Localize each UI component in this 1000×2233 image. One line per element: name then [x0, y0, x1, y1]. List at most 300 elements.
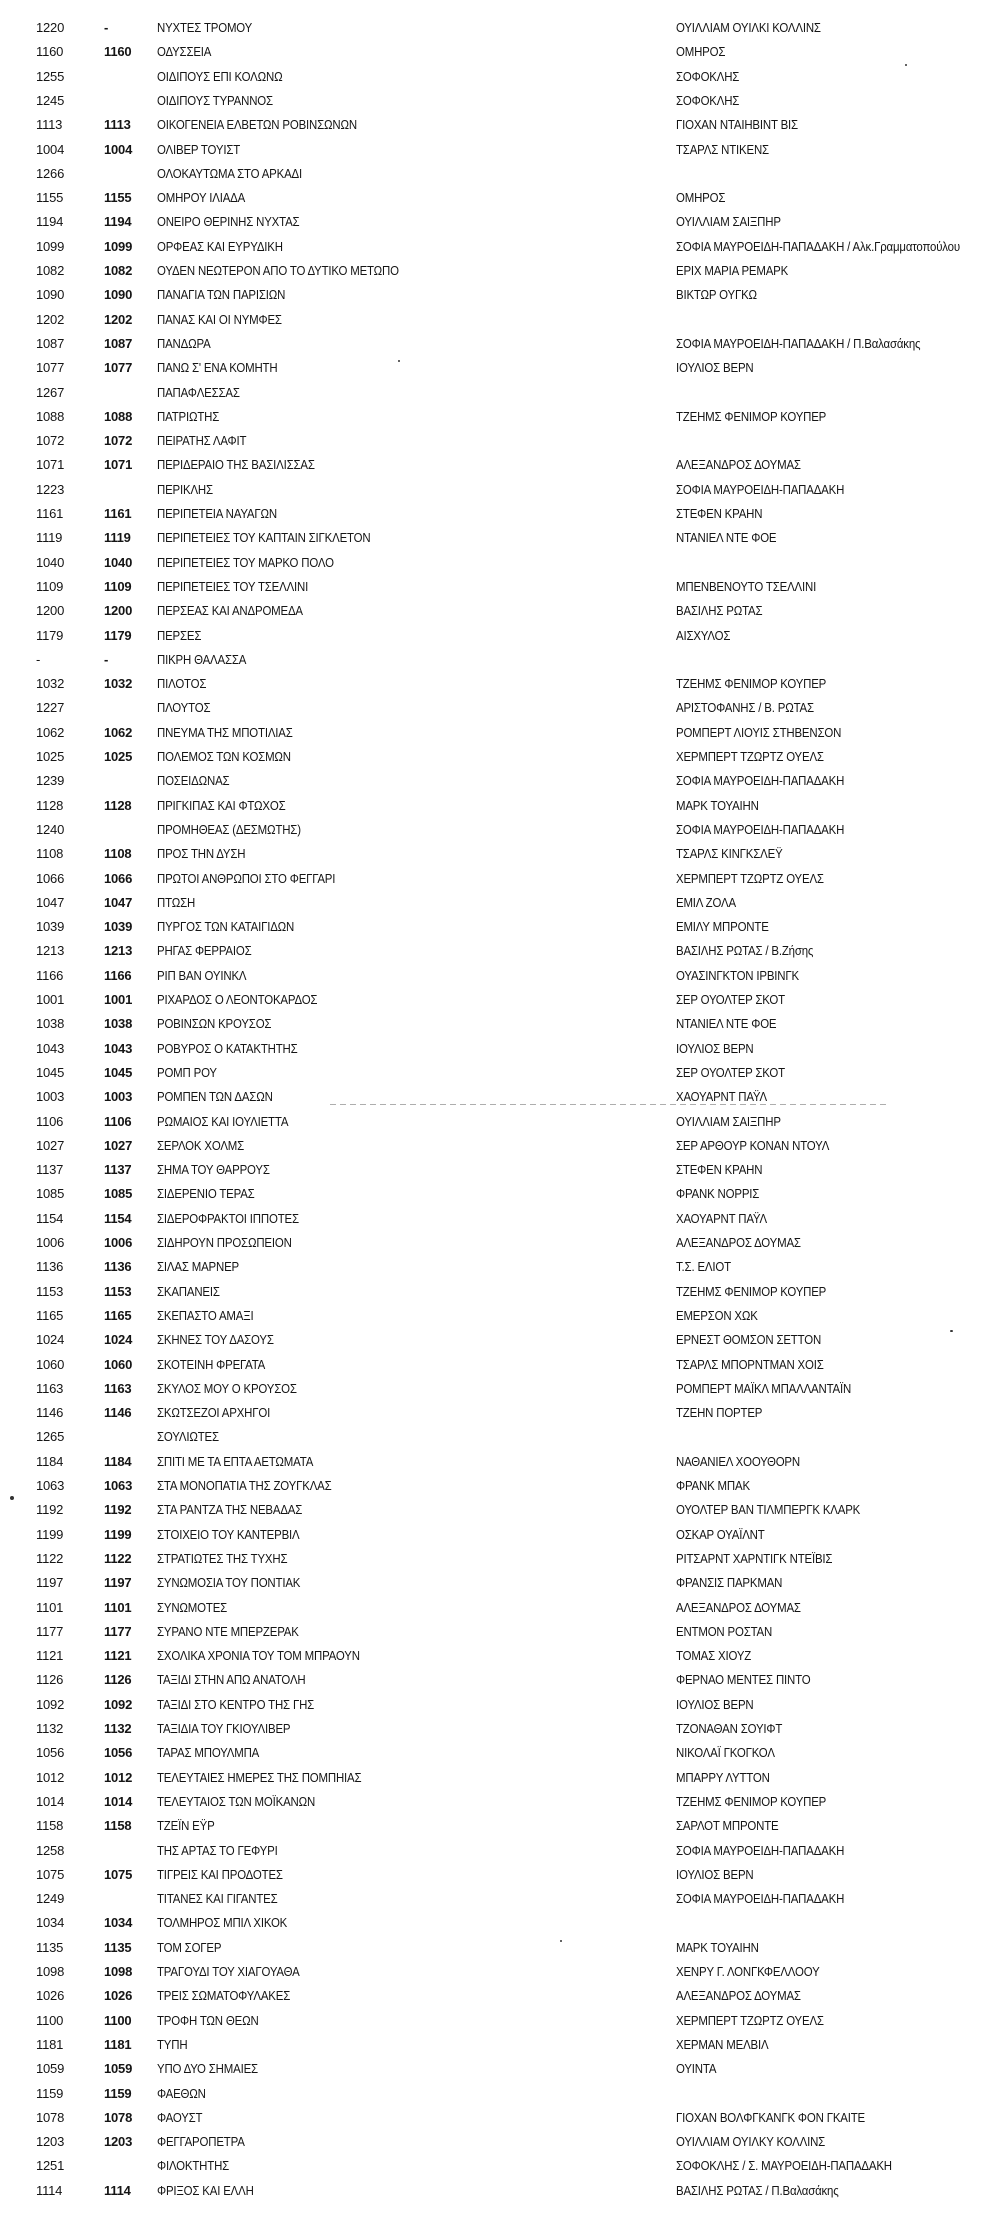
catalog-id: 1040 [36, 554, 65, 570]
catalog-row [0, 795, 1000, 817]
catalog-code: 1135 [104, 1939, 132, 1955]
catalog-id: 1199 [36, 1526, 64, 1542]
catalog-id: 1197 [36, 1575, 64, 1591]
book-author: ΕΜΙΛ ΖΟΛΑ [676, 894, 736, 910]
catalog-row [0, 1791, 1000, 1813]
catalog-row [0, 430, 1000, 452]
catalog-id: 1087 [36, 335, 65, 351]
catalog-id: 1114 [36, 2182, 63, 2198]
book-title: ΠΕΡΙΚΛΗΣ [157, 481, 213, 497]
catalog-code: 1122 [104, 1550, 132, 1566]
catalog-row [0, 843, 1000, 865]
book-author: ΒΙΚΤΩΡ ΟΥΓΚΩ [676, 287, 757, 303]
book-author: ΟΥΑΣΙΝΓΚΤΟΝ ΙΡΒΙΝΓΚ [676, 967, 799, 983]
catalog-id: 1047 [36, 894, 65, 910]
catalog-id: 1106 [36, 1113, 64, 1129]
catalog-row [0, 1038, 1000, 1060]
book-title: ΠΟΣΕΙΔΩΝΑΣ [157, 773, 230, 789]
catalog-id: 1177 [36, 1623, 64, 1639]
book-author: ΙΟΥΛΙΟΣ ΒΕΡΝ [676, 1866, 754, 1882]
book-title: ΠΟΛΕΜΟΣ ΤΩΝ ΚΟΣΜΩΝ [157, 749, 291, 764]
book-title: ΥΠΟ ΔΥΟ ΣΗΜΑΙΕΣ [157, 2061, 258, 2077]
book-author: ΤΣΑΡΛΣ ΜΠΟΡΝΤΜΑΝ ΧΟΙΣ [676, 1356, 824, 1372]
catalog-row [0, 1451, 1000, 1473]
catalog-id: 1001 [36, 992, 65, 1007]
book-title: ΟΡΦΕΑΣ ΚΑΙ ΕΥΡΥΔΙΚΗ [157, 238, 283, 254]
book-title: ΠΥΡΓΟΣ ΤΩΝ ΚΑΤΑΙΓΙΔΩΝ [157, 919, 295, 935]
book-title: ΤΡΕΙΣ ΣΩΜΑΤΟΦΥΛΑΚΕΣ [157, 1988, 291, 2004]
book-author: ΣΟΦΟΚΛΗΣ / Σ. ΜΑΥΡΟΕΙΔΗ-ΠΑΠΑΔΑΚΗ [676, 2158, 892, 2174]
catalog-id: 1006 [36, 1235, 65, 1250]
catalog-row [0, 625, 1000, 647]
catalog-id: 1119 [36, 530, 63, 546]
book-author: ΜΠΕΝΒΕΝΟΥΤΟ ΤΣΕΛΛΙΝΙ [676, 578, 817, 594]
catalog-row [0, 1912, 1000, 1934]
catalog-id: 1240 [36, 821, 65, 837]
book-title: ΣΚΗΝΕΣ ΤΟΥ ΔΑΣΟΥΣ [157, 1332, 274, 1348]
book-title: ΡΗΓΑΣ ΦΕΡΡΑΙΟΣ [157, 943, 252, 959]
catalog-row [0, 600, 1000, 622]
catalog-row [0, 211, 1000, 233]
book-author: ΟΥΙΛΛΙΑΜ ΟΥΙΛΚΥ ΚΟΛΛΙΝΣ [676, 2134, 826, 2150]
catalog-row [0, 1208, 1000, 1230]
catalog-row [0, 1013, 1000, 1035]
catalog-row [0, 1621, 1000, 1643]
catalog-row [0, 1718, 1000, 1740]
catalog-row [0, 260, 1000, 282]
catalog-id: 1003 [36, 1089, 65, 1105]
catalog-row [0, 576, 1000, 598]
book-title: ΟΥΔΕΝ ΝΕΩΤΕΡΟΝ ΑΠΟ ΤΟ ΔΥΤΙΚΟ ΜΕΤΩΠΟ [157, 263, 399, 278]
catalog-row [0, 940, 1000, 962]
catalog-code: 1098 [104, 1964, 133, 1979]
catalog-row [0, 2034, 1000, 2056]
catalog-row [0, 697, 1000, 719]
book-author: ΝΙΚΟΛΑΪ ΓΚΟΓΚΟΛ [676, 1745, 775, 1761]
catalog-row [0, 1281, 1000, 1303]
catalog-row [0, 1985, 1000, 2007]
catalog-code: 1092 [104, 1696, 133, 1712]
book-author: ΧΕΝΡΥ Γ. ΛΟΝΓΚΦΕΛΛΟΟΥ [676, 1964, 820, 1979]
catalog-code: 1003 [104, 1089, 133, 1105]
book-author: ΓΙΟΧΑΝ ΒΟΛΦΓΚΑΝΓΚ ΦΟΝ ΓΚΑΙΤΕ [676, 2109, 866, 2125]
catalog-code: 1026 [104, 1988, 133, 2004]
catalog-id: 1258 [36, 1842, 65, 1858]
book-title: ΣΚΟΤΕΙΝΗ ΦΡΕΓΑΤΑ [157, 1356, 266, 1372]
book-author: ΧΑΟΥΑΡΝΤ ΠΑΫΛ [676, 1210, 767, 1226]
catalog-row [0, 2155, 1000, 2177]
catalog-code: 1012 [104, 1769, 133, 1785]
book-author: ΣΟΦΙΑ ΜΑΥΡΟΕΙΔΗ-ΠΑΠΑΔΑΚΗ [676, 821, 845, 837]
catalog-code: 1062 [104, 724, 133, 740]
catalog-code: 1024 [104, 1332, 133, 1348]
catalog-id: 1223 [36, 481, 65, 497]
catalog-id: 1163 [36, 1380, 64, 1396]
book-author: ΤΖΕΗΝ ΠΟΡΤΕΡ [676, 1405, 763, 1421]
book-author: ΟΜΗΡΟΣ [676, 44, 726, 60]
catalog-code: 1106 [104, 1113, 132, 1129]
catalog-row [0, 819, 1000, 841]
catalog-row [0, 1767, 1000, 1789]
catalog-row [0, 1694, 1000, 1716]
catalog-code: 1158 [104, 1818, 132, 1834]
book-author: ΣΟΦΙΑ ΜΑΥΡΟΕΙΔΗ-ΠΑΠΑΔΑΚΗ / Π.Βαλασάκης [676, 335, 921, 351]
catalog-code: 1197 [104, 1575, 132, 1591]
catalog-code: 1200 [104, 603, 133, 619]
catalog-code: 1126 [104, 1672, 132, 1688]
catalog-row [0, 1572, 1000, 1594]
catalog-id: 1166 [36, 967, 64, 983]
catalog-code: 1090 [104, 287, 133, 303]
catalog-row [0, 163, 1000, 185]
catalog-id: 1158 [36, 1818, 64, 1834]
catalog-code: 1192 [104, 1502, 132, 1518]
catalog-row [0, 479, 1000, 501]
catalog-row [0, 406, 1000, 428]
catalog-row [0, 284, 1000, 306]
book-title: ΠΕΡΣΕΑΣ ΚΑΙ ΑΝΔΡΟΜΕΔΑ [157, 603, 303, 619]
catalog-row [0, 2058, 1000, 2080]
book-title: ΦΕΓΓΑΡΟΠΕΤΡΑ [157, 2134, 245, 2150]
catalog-code: 1082 [104, 263, 133, 278]
catalog-row [0, 1669, 1000, 1691]
book-author: ΟΜΗΡΟΣ [676, 190, 726, 206]
catalog-row [0, 1305, 1000, 1327]
catalog-code: 1194 [104, 214, 132, 230]
catalog-row [0, 1378, 1000, 1400]
catalog-row [0, 1183, 1000, 1205]
book-author: ΜΑΡΚ ΤΟΥΑΙΗΝ [676, 1939, 759, 1955]
catalog-row [0, 2131, 1000, 2153]
book-title: ΠΕΡΙΠΕΤΕΙΑ ΝΑΥΑΓΩΝ [157, 506, 277, 521]
book-title: ΠΡΙΓΚΙΠΑΣ ΚΑΙ ΦΤΩΧΟΣ [157, 797, 286, 813]
book-title: ΡΙΠ ΒΑΝ ΟΥΙΝΚΛ [157, 967, 247, 983]
book-title: ΦΑΕΘΩΝ [157, 2085, 206, 2101]
catalog-code: 1040 [104, 554, 133, 570]
catalog-id: - [36, 651, 41, 667]
catalog-id: 1038 [36, 1016, 65, 1032]
catalog-code: 1014 [104, 1793, 133, 1809]
book-title: ΟΙΔΙΠΟΥΣ ΕΠΙ ΚΟΛΩΝΩ [157, 68, 283, 84]
book-title: ΠΝΕΥΜΑ ΤΗΣ ΜΠΟΤΙΛΙΑΣ [157, 724, 293, 740]
catalog-code: 1155 [104, 190, 132, 206]
book-author: ΧΕΡΜΠΕΡΤ ΤΖΩΡΤΖ ΟΥΕΛΣ [676, 2012, 824, 2028]
catalog-id: 1220 [36, 20, 65, 35]
catalog-row [0, 1111, 1000, 1133]
book-author: ΙΟΥΛΙΟΣ ΒΕΡΝ [676, 1040, 754, 1056]
book-author: ΟΥΟΛΤΕΡ ΒΑΝ ΤΙΛΜΠΕΡΓΚ ΚΛΑΡΚ [676, 1502, 861, 1518]
catalog-code: 1199 [104, 1526, 132, 1542]
book-title: ΠΡΟΜΗΘΕΑΣ (ΔΕΣΜΩΤΗΣ) [157, 821, 301, 837]
book-title: ΡΟΒΥΡΟΣ Ο ΚΑΤΑΚΤΗΤΗΣ [157, 1040, 298, 1056]
book-title: ΤΕΛΕΥΤΑΙΕΣ ΗΜΕΡΕΣ ΤΗΣ ΠΟΜΠΗΙΑΣ [157, 1769, 362, 1785]
catalog-code: 1153 [104, 1283, 132, 1299]
book-author: ΤΖΕΗΜΣ ΦΕΝΙΜΟΡ ΚΟΥΠΕΡ [676, 408, 827, 424]
book-title: ΣΙΔΕΡΕΝΙΟ ΤΕΡΑΣ [157, 1186, 255, 1202]
book-author: ΒΑΣΙΛΗΣ ΡΩΤΑΣ / Π.Βαλασάκης [676, 2182, 839, 2198]
catalog-id: 1026 [36, 1988, 65, 2004]
book-title: ΣΥΝΩΜΟΤΕΣ [157, 1599, 228, 1615]
book-title: ΠΡΩΤΟΙ ΑΝΘΡΩΠΟΙ ΣΤΟ ΦΕΓΓΑΡΙ [157, 870, 336, 886]
catalog-row [0, 965, 1000, 987]
book-author: ΤΖΕΗΜΣ ΦΕΝΙΜΟΡ ΚΟΥΠΕΡ [676, 1283, 827, 1299]
book-author: ΒΑΣΙΛΗΣ ΡΩΤΑΣ [676, 603, 763, 619]
catalog-id: 1121 [36, 1648, 64, 1664]
book-title: ΣΚΩΤΣΕΖΟΙ ΑΡΧΗΓΟΙ [157, 1405, 271, 1421]
book-title: ΣΗΜΑ ΤΟΥ ΘΑΡΡΟΥΣ [157, 1162, 270, 1178]
catalog-row [0, 1426, 1000, 1448]
book-author: ΣΟΦΙΑ ΜΑΥΡΟΕΙΔΗ-ΠΑΠΑΔΑΚΗ [676, 1891, 845, 1907]
catalog-row [0, 17, 1000, 39]
catalog-id: 1137 [36, 1162, 64, 1178]
catalog-code: - [104, 20, 109, 35]
book-author: ΑΛΕΞΑΝΔΡΟΣ ΔΟΥΜΑΣ [676, 1235, 801, 1250]
catalog-code: 1066 [104, 870, 133, 886]
catalog-id: 1039 [36, 919, 65, 935]
catalog-row [0, 1159, 1000, 1181]
catalog-code: 1085 [104, 1186, 133, 1202]
catalog-row [0, 2107, 1000, 2129]
catalog-row [0, 1961, 1000, 1983]
book-author: ΟΣΚΑΡ ΟΥΑΪΛΝΤ [676, 1526, 765, 1542]
catalog-code: 1132 [104, 1721, 132, 1736]
book-author: ΕΜΙΛΥ ΜΠΡΟΝΤΕ [676, 919, 769, 935]
catalog-row [0, 1402, 1000, 1424]
catalog-code: 1060 [104, 1356, 133, 1372]
catalog-id: 1032 [36, 676, 65, 692]
catalog-code: 1032 [104, 676, 133, 692]
book-author: ΕΡΝΕΣΤ ΘΟΜΣΟΝ ΣΕΤΤΟΝ [676, 1332, 822, 1348]
catalog-code: 1146 [104, 1405, 132, 1421]
book-author: ΤΣΑΡΛΣ ΝΤΙΚΕΝΣ [676, 141, 769, 157]
book-author: ΟΥΙΛΛΙΑΜ ΣΑΙΞΠΗΡ [676, 214, 781, 230]
catalog-row [0, 66, 1000, 88]
catalog-row [0, 649, 1000, 671]
catalog-id: 1092 [36, 1696, 65, 1712]
book-title: ΤΑΞΙΔΙ ΣΤΗΝ ΑΠΩ ΑΝΑΤΟΛΗ [157, 1672, 306, 1688]
book-author: ΟΥΙΛΛΙΑΜ ΣΑΙΞΠΗΡ [676, 1113, 781, 1129]
catalog-id: 1155 [36, 190, 64, 206]
book-title: ΠΑΝΩ Σ' ΕΝΑ ΚΟΜΗΤΗ [157, 360, 278, 376]
book-title: ΠΕΡΙΠΕΤΕΙΕΣ ΤΟΥ ΤΣΕΛΛΙΝΙ [157, 578, 309, 594]
catalog-row [0, 1135, 1000, 1157]
catalog-id: 1109 [36, 578, 64, 594]
book-title: ΠΛΟΥΤΟΣ [157, 700, 211, 716]
catalog-code: 1136 [104, 1259, 132, 1275]
book-author: ΣΟΦΙΑ ΜΑΥΡΟΕΙΔΗ-ΠΑΠΑΔΑΚΗ [676, 773, 845, 789]
catalog-id: 1060 [36, 1356, 65, 1372]
book-title: ΡΟΜΠΕΝ ΤΩΝ ΔΑΣΩΝ [157, 1089, 273, 1105]
catalog-code: 1128 [104, 797, 132, 813]
book-author: ΑΙΣΧΥΛΟΣ [676, 627, 731, 643]
book-title: ΠΑΤΡΙΩΤΗΣ [157, 408, 220, 424]
catalog-id: 1128 [36, 797, 64, 813]
book-author: ΒΑΣΙΛΗΣ ΡΩΤΑΣ / Β.Ζήσης [676, 943, 814, 959]
catalog-code: 1001 [104, 992, 133, 1007]
catalog-id: 1265 [36, 1429, 65, 1445]
catalog-id: 1245 [36, 92, 65, 108]
book-title: ΣΥΝΩΜΟΣΙΑ ΤΟΥ ΠΟΝΤΙΑΚ [157, 1575, 301, 1591]
book-title: ΤΑΞΙΔΙΑ ΤΟΥ ΓΚΙΟΥΛΙΒΕΡ [157, 1721, 291, 1736]
catalog-row [0, 1597, 1000, 1619]
catalog-code: 1034 [104, 1915, 133, 1931]
book-author: ΣΑΡΛΟΤ ΜΠΡΟΝΤΕ [676, 1818, 779, 1834]
book-author: ΣΕΡ ΑΡΘΟΥΡ ΚΟΝΑΝ ΝΤΟΥΛ [676, 1137, 830, 1153]
catalog-row [0, 2180, 1000, 2202]
catalog-id: 1136 [36, 1259, 64, 1275]
book-title: ΣΙΔΗΡΟΥΝ ΠΡΟΣΩΠΕΙΟΝ [157, 1235, 292, 1250]
book-author: ΡΟΜΠΕΡΤ ΛΙΟΥΙΣ ΣΤΗΒΕΝΣΟΝ [676, 724, 842, 740]
catalog-code: 1004 [104, 141, 133, 157]
book-author: ΑΡΙΣΤΟΦΑΝΗΣ / Β. ΡΩΤΑΣ [676, 700, 814, 716]
catalog-id: 1014 [36, 1793, 65, 1809]
catalog-id: 1071 [36, 457, 65, 473]
catalog-code: 1184 [104, 1453, 132, 1469]
catalog-row [0, 2010, 1000, 2032]
catalog-id: 1066 [36, 870, 65, 886]
catalog-row [0, 527, 1000, 549]
catalog-row [0, 1840, 1000, 1862]
book-author: ΤΖΕΗΜΣ ΦΕΝΙΜΟΡ ΚΟΥΠΕΡ [676, 1793, 827, 1809]
book-title: ΠΕΡΙΔΕΡΑΙΟ ΤΗΣ ΒΑΣΙΛΙΣΣΑΣ [157, 457, 315, 473]
book-title: ΣΤΟΙΧΕΙΟ ΤΟΥ ΚΑΝΤΕΡΒΙΛ [157, 1526, 300, 1542]
catalog-code: 1047 [104, 894, 133, 910]
catalog-code: 1072 [104, 433, 133, 449]
book-title: ΤΕΛΕΥΤΑΙΟΣ ΤΩΝ ΜΟΪΚΑΝΩΝ [157, 1793, 316, 1809]
book-title: ΟΔΥΣΣΕΙΑ [157, 44, 212, 60]
book-title: ΣΙΛΑΣ ΜΑΡΝΕΡ [157, 1259, 239, 1275]
catalog-id: 1034 [36, 1915, 65, 1931]
book-author: ΤΣΑΡΛΣ ΚΙΝΓΚΣΛΕΫ [676, 846, 783, 862]
catalog-code: 1043 [104, 1040, 133, 1056]
book-author: ΝΤΑΝΙΕΛ ΝΤΕ ΦΟΕ [676, 1016, 777, 1032]
catalog-id: 1184 [36, 1453, 64, 1469]
book-author: ΤΖΕΗΜΣ ΦΕΝΙΜΟΡ ΚΟΥΠΕΡ [676, 676, 827, 692]
book-author: ΤΖΟΝΑΘΑΝ ΣΟΥΙΦΤ [676, 1721, 783, 1736]
book-title: ΣΚΑΠΑΝΕΙΣ [157, 1283, 220, 1299]
catalog-row [0, 1062, 1000, 1084]
catalog-row [0, 892, 1000, 914]
catalog-code: 1108 [104, 846, 132, 862]
catalog-code: 1075 [104, 1866, 133, 1882]
catalog-id: 1108 [36, 846, 64, 862]
book-title: ΠΑΠΑΦΛΕΣΣΑΣ [157, 384, 240, 400]
book-title: ΤΥΠΗ [157, 2036, 188, 2052]
catalog-row [0, 454, 1000, 476]
book-title: ΠΑΝΑΣ ΚΑΙ ΟΙ ΝΥΜΦΕΣ [157, 311, 282, 327]
book-title: ΤΑΡΑΣ ΜΠΟΥΛΜΠΑ [157, 1745, 260, 1761]
book-author: ΣΟΦΟΚΛΗΣ [676, 92, 740, 108]
book-title: ΦΙΛΟΚΤΗΤΗΣ [157, 2158, 230, 2174]
catalog-row [0, 1548, 1000, 1570]
catalog-row [0, 114, 1000, 136]
book-author: ΑΛΕΞΑΝΔΡΟΣ ΔΟΥΜΑΣ [676, 1599, 801, 1615]
catalog-id: 1085 [36, 1186, 65, 1202]
catalog-code: 1077 [104, 360, 133, 376]
book-title: ΡΟΜΠ ΡΟΥ [157, 1064, 217, 1080]
book-author: ΡΙΤΣΑΡΝΤ ΧΑΡΝΤΙΓΚ ΝΤΕΪΒΙΣ [676, 1550, 833, 1566]
catalog-row [0, 1937, 1000, 1959]
catalog-id: 1227 [36, 700, 65, 716]
book-title: ΣΤΡΑΤΙΩΤΕΣ ΤΗΣ ΤΥΧΗΣ [157, 1550, 288, 1566]
book-author: ΦΡΑΝΚ ΝΟΡΡΙΣ [676, 1186, 760, 1202]
book-title: ΡΩΜΑΙΟΣ ΚΑΙ ΙΟΥΛΙΕΤΤΑ [157, 1113, 289, 1129]
book-title: ΠΕΙΡΑΤΗΣ ΛΑΦΙΤ [157, 433, 247, 449]
book-title: ΠΕΡΙΠΕΤΕΙΕΣ ΤΟΥ ΚΑΠΤΑΙΝ ΣΙΓΚΛΕΤΟΝ [157, 530, 371, 546]
book-title: ΤΙΓΡΕΙΣ ΚΑΙ ΠΡΟΔΟΤΕΣ [157, 1866, 283, 1882]
catalog-code: 1181 [104, 2036, 132, 2052]
catalog-id: 1203 [36, 2134, 65, 2150]
book-author: ΝΑΘΑΝΙΕΛ ΧΟΟΥΘΟΡΝ [676, 1453, 800, 1469]
catalog-code: 1166 [104, 967, 132, 983]
book-title: ΦΑΟΥΣΤ [157, 2109, 203, 2125]
catalog-row [0, 2083, 1000, 2105]
book-author: ΧΑΟΥΑΡΝΤ ΠΑΫΛ [676, 1089, 767, 1105]
book-title: ΠΤΩΣΗ [157, 894, 196, 910]
book-author: ΣΟΦΙΑ ΜΑΥΡΟΕΙΔΗ-ΠΑΠΑΔΑΚΗ / Αλκ.Γραμματοπούλου [676, 238, 960, 254]
catalog-id: 1043 [36, 1040, 65, 1056]
catalog-row [0, 552, 1000, 574]
book-author: Τ.Σ. ΕΛΙΟΤ [676, 1259, 731, 1275]
catalog-row [0, 1742, 1000, 1764]
catalog-row [0, 746, 1000, 768]
book-title: ΠΑΝΔΩΡΑ [157, 335, 211, 351]
catalog-id: 1099 [36, 238, 65, 254]
catalog-id: 1078 [36, 2109, 65, 2125]
catalog-code: 1101 [104, 1599, 132, 1615]
catalog-row [0, 1354, 1000, 1376]
catalog-code: 1027 [104, 1137, 133, 1153]
catalog-code: 1039 [104, 919, 133, 935]
book-title: ΣΠΙΤΙ ΜΕ ΤΑ ΕΠΤΑ ΑΕΤΩΜΑΤΑ [157, 1453, 314, 1469]
book-title: ΤΖΕΪΝ ΕΫΡ [157, 1818, 215, 1834]
catalog-id: 1122 [36, 1550, 64, 1566]
catalog-id: 1165 [36, 1307, 64, 1323]
book-title: ΣΕΡΛΟΚ ΧΟΛΜΣ [157, 1137, 245, 1153]
catalog-code: 1114 [104, 2182, 131, 2198]
catalog-id: 1082 [36, 263, 65, 278]
catalog-id: 1025 [36, 749, 65, 764]
catalog-id: 1249 [36, 1891, 65, 1907]
catalog-id: 1239 [36, 773, 65, 789]
catalog-code: 1177 [104, 1623, 132, 1639]
catalog-row [0, 1815, 1000, 1837]
catalog-row [0, 41, 1000, 63]
book-author: ΦΡΑΝΚ ΜΠΑΚ [676, 1478, 750, 1493]
book-title: ΟΜΗΡΟΥ ΙΛΙΑΔΑ [157, 190, 246, 206]
catalog-id: 1063 [36, 1478, 65, 1493]
catalog-code: 1099 [104, 238, 133, 254]
book-author: ΡΟΜΠΕΡΤ ΜΑΪΚΛ ΜΠΑΛΛΑΝΤΑΪΝ [676, 1380, 852, 1396]
book-author: ΜΑΡΚ ΤΟΥΑΙΗΝ [676, 797, 759, 813]
catalog-row [0, 187, 1000, 209]
book-title: ΠΙΚΡΗ ΘΑΛΑΣΣΑ [157, 651, 247, 667]
book-author: ΑΛΕΞΑΝΔΡΟΣ ΔΟΥΜΑΣ [676, 1988, 801, 2004]
catalog-code: 1154 [104, 1210, 132, 1226]
book-title: ΠΡΟΣ ΤΗΝ ΔΥΣΗ [157, 846, 246, 862]
book-author: ΑΛΕΞΑΝΔΡΟΣ ΔΟΥΜΑΣ [676, 457, 801, 473]
book-title: ΤΡΟΦΗ ΤΩΝ ΘΕΩΝ [157, 2012, 259, 2028]
book-title: ΣΚΥΛΟΣ ΜΟΥ Ο ΚΡΟΥΣΟΣ [157, 1380, 297, 1396]
book-title: ΣΧΟΛΙΚΑ ΧΡΟΝΙΑ ΤΟΥ ΤΟΜ ΜΠΡΑΟΥΝ [157, 1648, 360, 1664]
catalog-code: 1100 [104, 2012, 132, 2028]
book-title: ΣΥΡΑΝΟ ΝΤΕ ΜΠΕΡΖΕΡΑΚ [157, 1623, 299, 1639]
catalog-code: 1063 [104, 1478, 133, 1493]
book-title: ΤΟΜ ΣΟΓΕΡ [157, 1939, 222, 1955]
book-author: ΧΕΡΜΠΕΡΤ ΤΖΩΡΤΖ ΟΥΕΛΣ [676, 749, 824, 764]
book-author: ΧΕΡΜΠΕΡΤ ΤΖΩΡΤΖ ΟΥΕΛΣ [676, 870, 824, 886]
catalog-id: 1160 [36, 44, 64, 60]
